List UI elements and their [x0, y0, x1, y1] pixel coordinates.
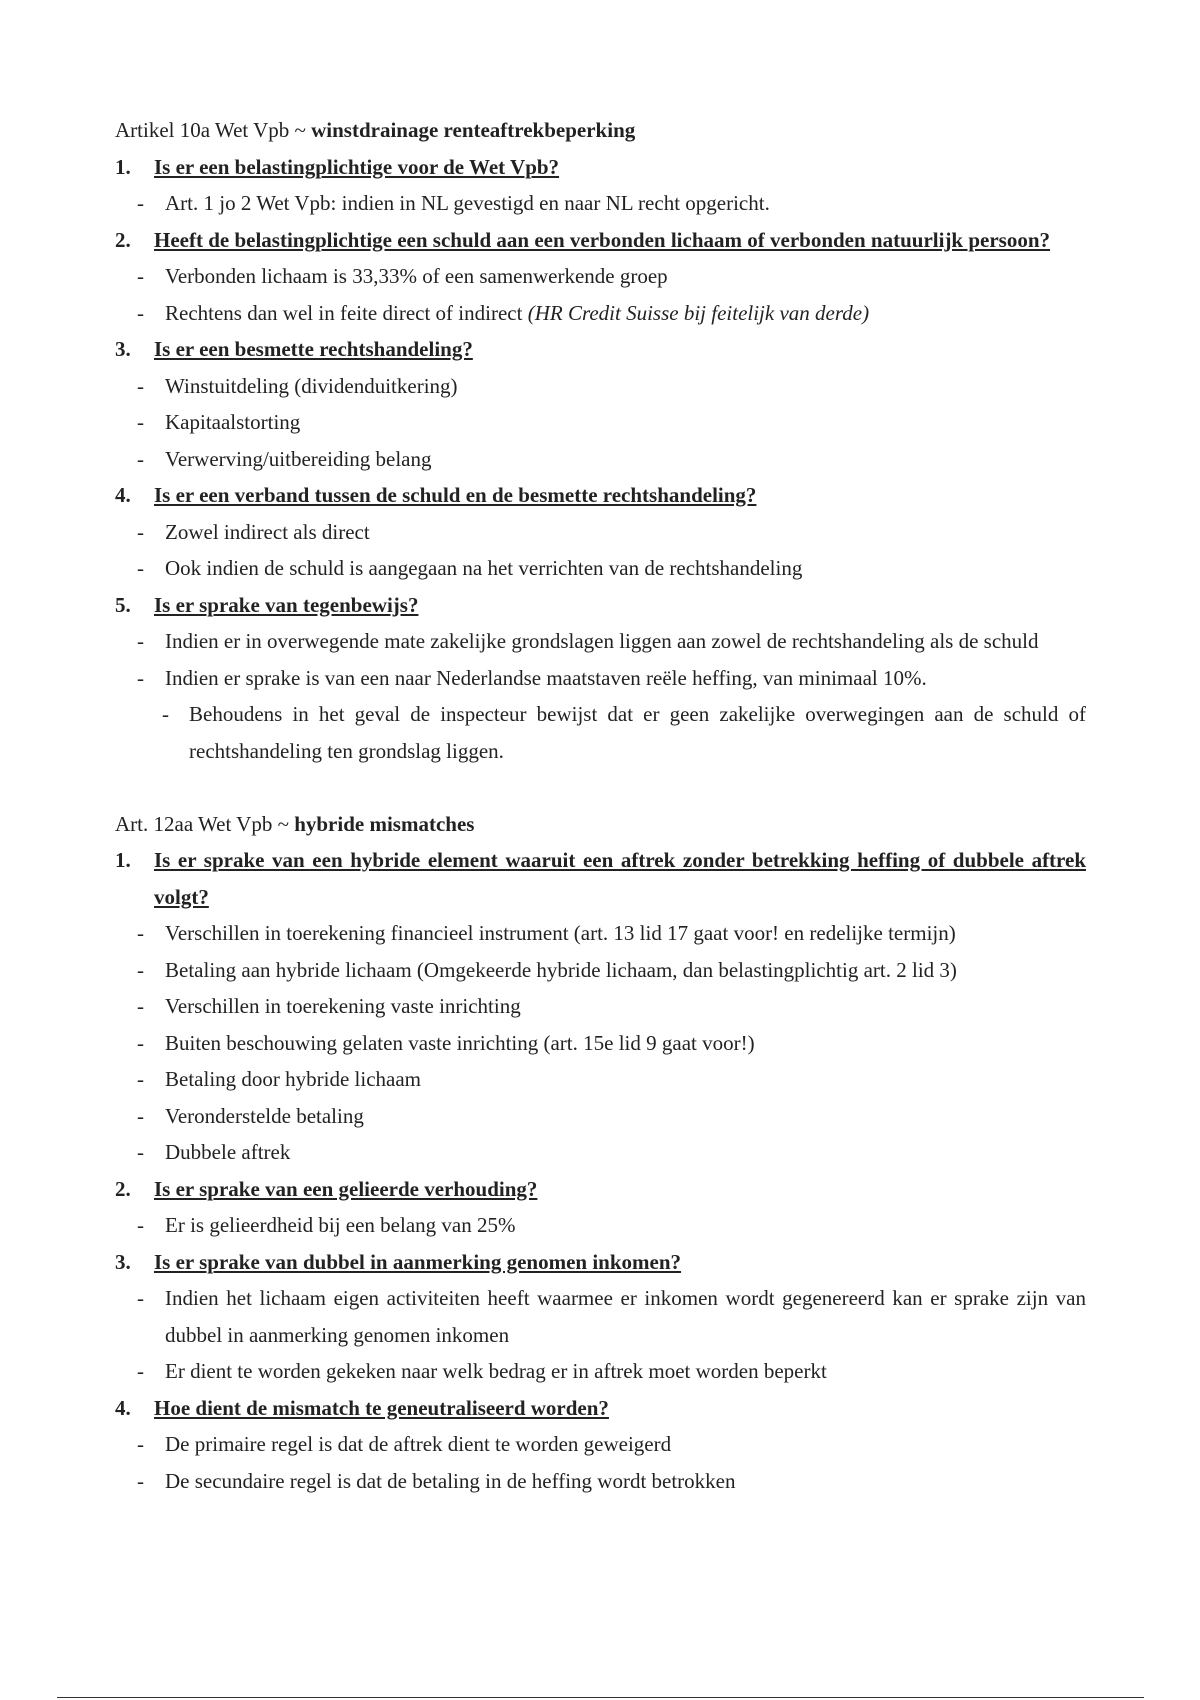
- bullet-item: - Verschillen in toerekening vaste inrichting: [137, 994, 521, 1018]
- question-number: 1.: [115, 848, 131, 872]
- section-title-plain: Art. 12aa Wet Vpb ~: [115, 811, 295, 836]
- question-number: 4.: [115, 1395, 131, 1420]
- question-text: Is er een verband tussen de schuld en de besmette rechtshandeling?: [154, 483, 757, 507]
- bullet-item: - Ook indien de schuld is aangegaan na het verrichten van de rechtshandeling: [137, 556, 803, 580]
- question-3: [115, 1244, 1086, 1281]
- bullet-item: - Indien er in overwegende mate zakelijke grondslagen liggen aan zowel de rechtshandeling als de schuld: [137, 629, 1039, 653]
- question-5: [115, 587, 1086, 624]
- question-text: Is er een besmette rechtshandeling?: [154, 337, 473, 361]
- section-title-bold: hybride mismatches: [294, 811, 475, 836]
- bullet-item: - Er dient te worden gekeken naar welk bedrag er in aftrek moet worden beperkt: [137, 1359, 827, 1383]
- question-number: 5.: [115, 592, 131, 617]
- bullet-item: - Art. 1 jo 2 Wet Vpb: indien in NL gevestigd en naar NL recht opgericht.: [137, 191, 770, 215]
- question-1: [115, 842, 1086, 915]
- section-title-art-10a: [115, 112, 1086, 149]
- bullet-item: - Verwerving/uitbereiding belang: [137, 446, 432, 471]
- question-2: [115, 1171, 1086, 1208]
- bullet-item: - Betaling aan hybride lichaam (Omgekeerde hybride lichaam, dan belastingplichtig art. 2 lid 3): [137, 957, 957, 982]
- bullet-item: - Er is gelieerdheid bij een belang van 25%: [137, 1213, 516, 1237]
- question-number: 2.: [115, 227, 131, 252]
- question-text: Is er sprake van een hybride element waaruit een aftrek zonder betrekking heffing of dubbele aftrek volgt?: [154, 848, 1086, 909]
- sub-bullet-item: - Behoudens in het geval de inspecteur bewijst dat er geen zakelijke overwegingen aan de schuld of rechtshandeling ten grondslag liggen.: [162, 702, 1086, 763]
- question-text: Is er sprake van tegenbewijs?: [154, 592, 419, 617]
- question-text: Is er een belastingplichtige voor de Wet Vpb?: [154, 154, 560, 179]
- bullet-item: - Buiten beschouwing gelaten vaste inrichting (art. 15e lid 9 gaat voor!): [137, 1030, 755, 1055]
- document-page: [115, 112, 1086, 1499]
- bullet-item: - De secundaire regel is dat de betaling in de heffing wordt betrokken: [137, 1468, 736, 1493]
- bullet-item: - Indien het lichaam eigen activiteiten heeft waarmee er inkomen wordt gegenereerd kan er sprake zijn van dubbel in aanmerking genomen inkomen: [137, 1286, 1086, 1347]
- question-4: [115, 1390, 1086, 1427]
- page-bottom-rule: [57, 1697, 1144, 1698]
- bullet-item: - Kapitaalstorting: [137, 410, 301, 434]
- case-reference: (HR Credit Suisse bij feitelijk van derde): [527, 300, 870, 325]
- bullet-item: - Zowel indirect als direct: [137, 519, 370, 544]
- question-text: Is er sprake van een gelieerde verhouding?: [154, 1176, 538, 1201]
- section-title-plain: Artikel 10a Wet Vpb ~: [115, 118, 312, 142]
- bullet-item: - Verbonden lichaam is 33,33% of een samenwerkende groep: [137, 264, 668, 288]
- question-4: [115, 477, 1086, 514]
- bullet-item: - Betaling door hybride lichaam: [137, 1067, 422, 1091]
- question-text: Hoe dient de mismatch te geneutraliseerd worden?: [154, 1395, 609, 1420]
- question-number: 3.: [115, 1249, 131, 1274]
- bullet-item: - Verschillen in toerekening financieel instrument (art. 13 lid 17 gaat voor! en redelijke termijn): [137, 921, 956, 945]
- question-2: [115, 222, 1086, 259]
- question-3: [115, 331, 1086, 368]
- question-1: [115, 149, 1086, 186]
- question-number: 1.: [115, 154, 131, 179]
- question-text: Is er sprake van dubbel in aanmerking genomen inkomen?: [154, 1249, 682, 1274]
- question-number: 3.: [115, 337, 131, 361]
- section-title-art-12aa: [115, 806, 1086, 843]
- bullet-item: - De primaire regel is dat de aftrek dient te worden geweigerd: [137, 1432, 672, 1456]
- bullet-item: - Rechtens dan wel in feite direct of indirect (HR Credit Suisse bij feitelijk van derde): [137, 300, 870, 325]
- question-number: 2.: [115, 1176, 131, 1201]
- section-title-bold: winstdrainage renteaftrekbeperking: [311, 118, 636, 142]
- question-text: Heeft de belastingplichtige een schuld aan een verbonden lichaam of verbonden natuurlijk persoon?: [154, 227, 1051, 252]
- bullet-item: - Dubbele aftrek: [137, 1140, 291, 1164]
- bullet-item: - Veronderstelde betaling: [137, 1103, 364, 1128]
- question-number: 4.: [115, 483, 131, 507]
- bullet-item: - Winstuitdeling (dividenduitkering): [137, 373, 458, 398]
- bullet-item: - Indien er sprake is van een naar Nederlandse maatstaven reële heffing, van minimaal 10%.: [137, 665, 927, 690]
